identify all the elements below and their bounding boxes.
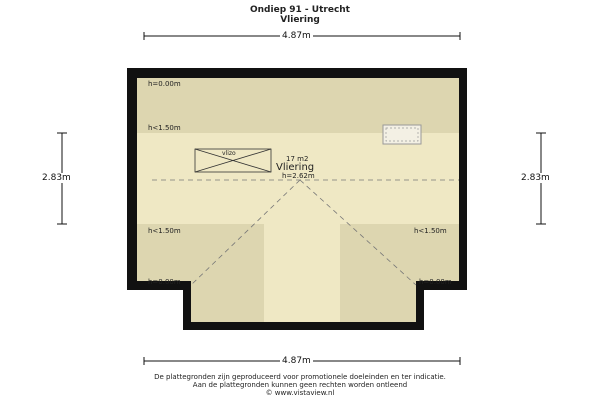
height-left-label: 2.83m — [42, 173, 71, 183]
hatch-label: vlizo — [222, 150, 236, 157]
copyright: © www.vistaview.nl — [265, 389, 335, 397]
floor-title: Vliering — [280, 15, 320, 25]
address-title: Ondiep 91 - Utrecht — [250, 5, 350, 15]
height-label-right-mid: h<1.50m — [414, 227, 447, 235]
width-top-label: 4.87m — [282, 31, 311, 41]
height-label-left-mid: h<1.50m — [148, 227, 181, 235]
skylight — [383, 125, 421, 144]
room-height: h=2.62m — [282, 172, 315, 180]
height-label-upper: h<1.50m — [148, 124, 181, 132]
height-label-top: h=0.00m — [148, 80, 181, 88]
room-area: 17 m2 — [286, 155, 309, 163]
disclaimer-line-1: De plattegronden zijn geproduceerd voor promotionele doeleinden en ter indicatie. — [154, 373, 446, 381]
width-bottom-label: 4.87m — [282, 356, 311, 366]
floor-corridor — [264, 224, 340, 322]
height-label-left-bottom: h=0.00m — [148, 278, 181, 286]
height-label-right-bottom: h=0.00m — [419, 278, 452, 286]
height-right-label: 2.83m — [521, 173, 550, 183]
disclaimer-line-2: Aan de plattegronden kunnen geen rechten worden ontleend — [192, 381, 408, 389]
room-name: Vliering — [276, 162, 315, 173]
